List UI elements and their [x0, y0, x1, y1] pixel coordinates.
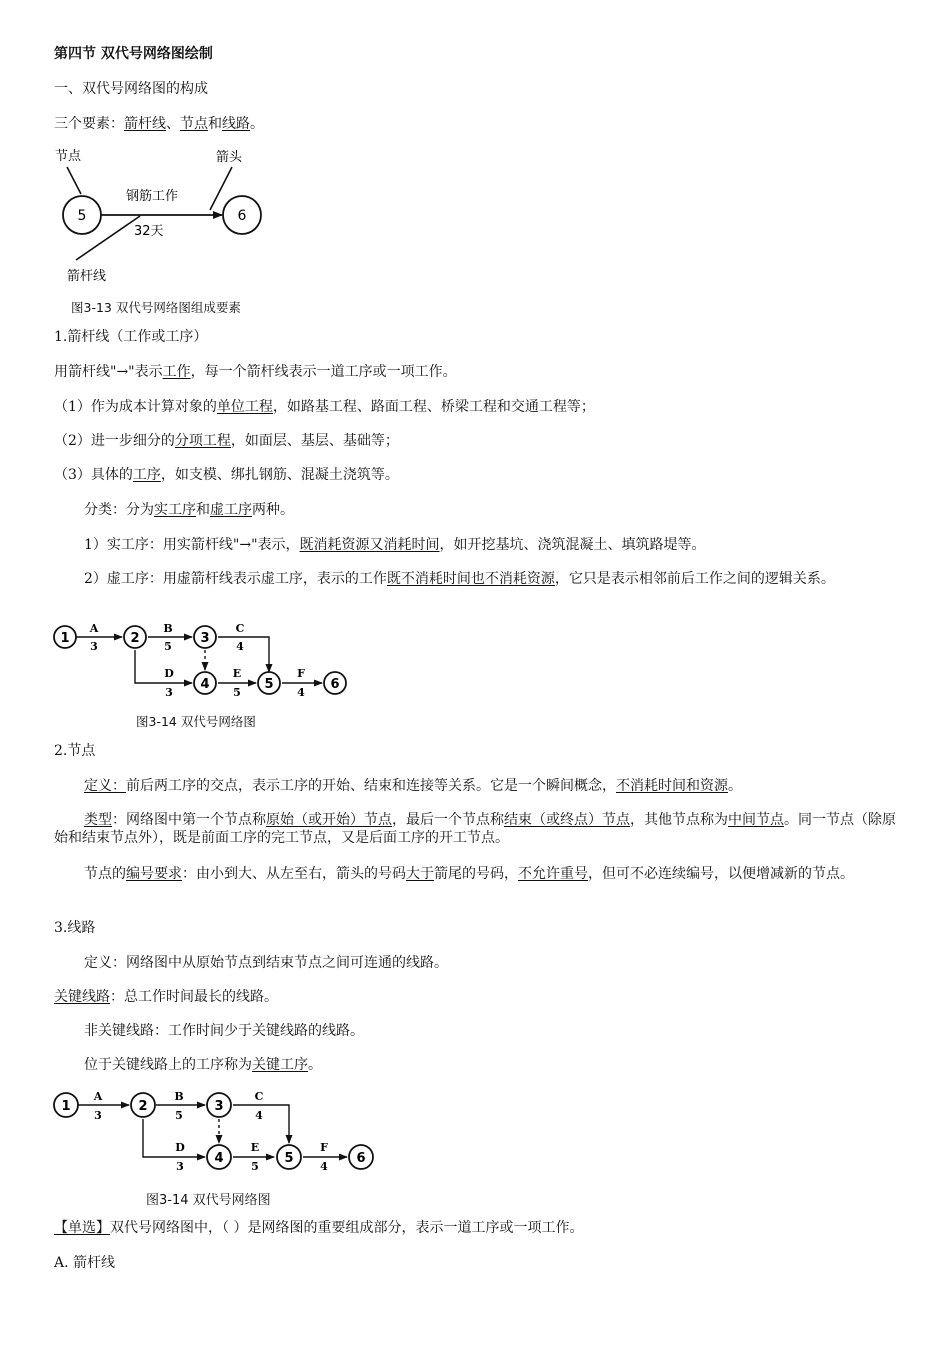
text: ，最后一个节点称: [392, 812, 504, 828]
text: 2）虚工序：用虚箭杆线表示虚工序，表示的工作: [84, 571, 387, 587]
term-sub-project: 分项工程: [174, 433, 231, 449]
text: ：由小到大、从左至右，箭头的号码: [182, 866, 406, 882]
caption-fig-3-14-a: 图3-14 双代号网络图: [136, 714, 256, 729]
heading-composition: 一、双代号网络图的构成: [54, 81, 208, 97]
caption-fig-3-13: 图3-13 双代号网络图组成要素: [71, 300, 241, 315]
activity-e-duration: 5: [251, 1160, 259, 1173]
node-6-label: 6: [237, 208, 247, 224]
node-definition: [84, 777, 742, 795]
term-critical-path: 关键线路: [54, 989, 110, 1005]
text: ，它只是表示相邻前后工作之间的逻辑关系。: [554, 571, 835, 587]
activity-d-duration: 3: [165, 686, 173, 699]
node-5-label: 5: [284, 1151, 294, 1166]
activity-b-duration: 5: [164, 640, 172, 653]
node-6-label: 6: [356, 1151, 366, 1166]
term-arrow-line: 箭杆线: [124, 116, 166, 132]
term-node: 节点: [180, 116, 208, 132]
node-4-label: 4: [214, 1151, 224, 1166]
figure-3-13: [50, 142, 280, 292]
activity-c-name: C: [235, 622, 245, 635]
activity-c-duration: 4: [255, 1109, 263, 1122]
option-a[interactable]: A. 箭杆线: [54, 1255, 116, 1271]
term-start-node: 原始（或开始）节点: [266, 812, 392, 828]
text: ：网络图中第一个节点称: [112, 812, 266, 828]
activity-a-name: A: [89, 622, 99, 635]
text: ，如路基工程、路面工程、桥梁工程和交通工程等；: [272, 399, 595, 415]
text: 节点的: [84, 866, 126, 882]
term-greater-than: 大于: [406, 866, 434, 882]
three-elements-line: [54, 115, 264, 133]
activity-a-duration: 3: [94, 1109, 102, 1122]
text: （1）作为成本计算对象的: [54, 399, 217, 415]
activity-a-name: A: [93, 1090, 103, 1103]
question-text: 双代号网络图中，（ ）是网络图的重要组成部分，表示一道工序或一项工作。: [110, 1220, 584, 1236]
text: 。: [728, 778, 742, 794]
term-no-consumption: 不消耗时间和资源: [616, 778, 728, 794]
text: 和: [208, 116, 222, 132]
activity-f-name: F: [297, 667, 305, 680]
term-consumes-neither: 既不消耗时间也不消耗资源: [386, 571, 555, 587]
term-process: 工序: [132, 467, 161, 483]
activity-f-duration: 4: [320, 1160, 328, 1173]
activity-e-name: E: [232, 667, 242, 680]
label-duration: 32天: [134, 224, 164, 239]
term-work: 工作: [162, 364, 191, 380]
term-unit-project: 单位工程: [216, 399, 273, 415]
caption-fig-3-14-b: 图3-14 双代号网络图: [146, 1193, 271, 1208]
term-end-node: 结束（或终点）节点: [504, 812, 630, 828]
text: 三个要素：: [54, 116, 124, 132]
term-virtual-process: 虚工序: [210, 502, 252, 518]
node-3-label: 3: [200, 631, 210, 646]
activity-e-duration: 5: [233, 686, 241, 699]
node-6-label: 6: [330, 677, 340, 692]
label-work: 钢筋工作: [126, 189, 179, 204]
classification: [84, 501, 294, 519]
activity-b-name: B: [163, 622, 173, 635]
question-tag: 【单选】: [54, 1220, 110, 1236]
question: [54, 1219, 583, 1237]
heading-node: 2.节点: [54, 743, 96, 759]
term-no-duplicates: 不允许重号: [518, 866, 588, 882]
node-5-label: 5: [264, 677, 274, 692]
section-title: 第四节 双代号网络图绘制: [54, 46, 213, 62]
activity-d-name: D: [175, 1141, 185, 1154]
text: 。: [250, 116, 264, 132]
text: 和: [196, 502, 210, 518]
activity-e-name: E: [250, 1141, 260, 1154]
node-3-label: 3: [214, 1099, 224, 1114]
pointer-node: [67, 167, 81, 194]
text: ，其他节点称为: [630, 812, 728, 828]
label-node: 节点: [55, 149, 82, 164]
non-critical-path: 非关键线路：工作时间少于关键线路的线路。: [84, 1023, 364, 1039]
activity-f-duration: 4: [297, 686, 305, 699]
label-arrowhead: 箭头: [216, 150, 243, 165]
text: 两种。: [252, 502, 294, 518]
node-1-label: 1: [60, 631, 70, 646]
heading-route: 3.线路: [54, 920, 96, 936]
term-definition: 定义：: [84, 778, 126, 794]
activity-d-name: D: [164, 667, 174, 680]
node-4-label: 4: [200, 677, 210, 692]
activity-c-duration: 4: [236, 640, 244, 653]
text: ：总工作时间最长的线路。: [110, 989, 278, 1005]
activity-a-duration: 3: [90, 640, 98, 653]
real-process: [84, 536, 706, 554]
route-definition: 定义：网络图中从原始节点到结束节点之间可连通的线路。: [84, 955, 448, 971]
text: 。同一节点（除原始和结束节点外），既是前面工序的完工节点，又是后面工序的开工节点。: [54, 812, 896, 846]
critical-work: [84, 1056, 322, 1074]
text: 。: [308, 1057, 322, 1073]
text: ，但可不必连续编号，以便增减新的节点。: [588, 866, 854, 882]
term-consumes-both: 既消耗资源又消耗时间: [299, 537, 440, 553]
text: 箭尾的号码，: [434, 866, 518, 882]
text: ，每一个箭杆线表示一道工序或一项工作。: [190, 364, 457, 380]
term-real-process: 实工序: [154, 502, 196, 518]
text: ，如开挖基坑、浇筑混凝土、填筑路堤等。: [439, 537, 706, 553]
activity-d-duration: 3: [176, 1160, 184, 1173]
term-middle-node: 中间节点: [728, 812, 784, 828]
text: 、: [166, 116, 180, 132]
node-2-label: 2: [138, 1099, 148, 1114]
activity-f-name: F: [320, 1141, 328, 1154]
virtual-process: [54, 570, 896, 588]
text: （3）具体的: [54, 467, 133, 483]
text: ，如面层、基层、基础等；: [230, 433, 399, 449]
text: 分类：分为: [84, 502, 154, 518]
activity-c-name: C: [254, 1090, 264, 1103]
term-critical-work: 关键工序: [252, 1057, 308, 1073]
text: 1）实工序：用实箭杆线"→"表示，: [84, 537, 300, 553]
network-diagram-1: [52, 620, 352, 705]
text: 用箭杆线"→"表示: [54, 364, 163, 380]
item-3: [54, 466, 399, 484]
term-numbering-rule: 编号要求: [126, 866, 182, 882]
node-2-label: 2: [130, 631, 140, 646]
node-types: [54, 811, 896, 847]
node-1-label: 1: [61, 1099, 71, 1114]
label-arrow-line: 箭杆线: [67, 269, 107, 284]
text: 前后两工序的交点，表示工序的开始、结束和连接等关系。它是一个瞬间概念，: [126, 778, 616, 794]
critical-path: [54, 988, 278, 1006]
heading-arrow-line: 1.箭杆线（工作或工序）: [54, 329, 208, 345]
term-route: 线路: [222, 116, 250, 132]
text: （2）进一步细分的: [54, 433, 175, 449]
activity-b-duration: 5: [175, 1109, 183, 1122]
arrow-line-desc: [54, 363, 457, 381]
text: 位于关键线路上的工序称为: [84, 1057, 252, 1073]
term-type: 类型: [84, 812, 112, 828]
activity-b-name: B: [174, 1090, 184, 1103]
item-1: [54, 398, 595, 416]
text: ，如支模、绑扎钢筋、混凝土浇筑等。: [160, 467, 399, 483]
arrow-d: [143, 1119, 205, 1157]
node-numbering: [54, 865, 896, 883]
item-2: [54, 432, 399, 450]
network-diagram-2: [52, 1088, 378, 1178]
node-5-label: 5: [77, 208, 87, 224]
